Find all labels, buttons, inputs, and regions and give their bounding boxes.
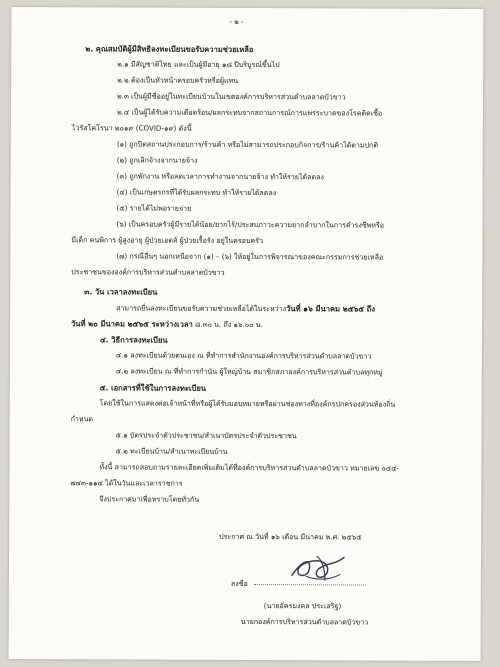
announcement-date: ประกาศ ณ วันที่ ๑๖ เดือน มีนาคม พ.ศ. ๒๕๖๕	[219, 531, 362, 542]
section-4-item-1: ๔.๑ ลงทะเบียนด้วยตนเอง ณ ที่ทำการสำนักงานองค์การบริหารส่วนตำบลลาดบัวขาว	[115, 350, 372, 361]
sign-label: ลงชื่อ	[230, 578, 248, 589]
section-5-title: ๕. เอกสารที่ใช้ในการลงทะเบียน	[99, 383, 207, 393]
signature-image	[287, 546, 352, 586]
section-2-subitem-3: (๓) ถูกพักงาน หรือลดเวลาการทำงานจากนายจ้าง ทำให้รายได้ลดลง	[116, 171, 324, 182]
section-5-item-2: ๕.๒ ทะเบียนบ้าน/สำเนาทะเบียนบ้าน	[115, 446, 228, 456]
section-5-intro: โดยใช้ในการแสดงต่อเจ้าหน้าที่หรือผู้ได้รับมอบหมายหรือผ่านช่องทางที่องค์กรปกครองส่วนท้องถิ่น	[99, 398, 396, 409]
section-5-intro-cont: กำหนด	[70, 414, 94, 424]
signer-name: (นายอัครมงคล ประเสริฐ)	[263, 601, 342, 611]
section-2-subitem-2: (๒) ถูกเลิกจ้างจากนายจ้าง	[116, 155, 198, 165]
section-2-subitem-1: (๑) ถูกปิดสถานประกอบการ/ร้านค้า หรือไม่สามารถประกอบกิจการ/ร้านค้าได้ตามปกติ	[116, 139, 378, 150]
registration-period-text: สามารถยื่นลงทะเบียนขอรับความช่วยเหลือได้ในระหว่าง	[116, 303, 287, 314]
contact-line-2: ๗๔๓-๑๑๔ ได้ในวันและเวลาราชการ	[70, 478, 183, 488]
section-2-subitem-6-cont: มีเด็ก คนพิการ ผู้สูงอายุ ผู้ป่วยเอดส์ ผู้ป่วยเรื้อรัง อยู่ในครอบครัว	[71, 235, 263, 246]
covid-line: ไวรัสโคโรนา ๒๐๑๙ (COVID-๑๙) ดังนี้	[71, 123, 192, 133]
section-4-item-2: ๔.๒ ลงทะเบียน ณ ที่ทำการกำนัน ผู้ใหญ่บ้าน สมาชิกสภาองค์การบริหารส่วนตำบลทุกหมู่	[115, 366, 383, 377]
section-2-item-1: ๒.๑ มีสัญชาติไทย และเป็นผู้มีอายุ ๑๘ ปีบริบูรณ์ขึ้นไป	[117, 59, 280, 70]
registration-date-start: วันที่ ๑๖ มีนาคม ๒๕๖๕ ถึง	[286, 304, 376, 314]
page-number: - ๒ -	[229, 16, 244, 26]
section-2-title: ๒. คุณสมบัติผู้มีสิทธิลงทะเบียนขอรับความช่วยเหลือ	[85, 44, 254, 55]
section-2-item-4: ๒.๔ เป็นผู้ได้รับความเดือดร้อน/ผลกระทบจากสถานการณ์การแพร่ระบาดของโรคติดเชื้อ	[116, 107, 383, 118]
contact-line-1: ทั้งนี้ สามารถสอบถามรายละเอียดเพิ่มเติมได้ที่องค์การบริหารส่วนตำบลลาดบัวขาว หมายเลข ๐๔๔-	[99, 462, 400, 473]
section-2-subitem-4: (๔) เป็นเกษตรกรที่ได้รับผลกระทบ ทำให้รายได้ลดลง	[116, 187, 277, 198]
section-4-title: ๔. วิธีการลงทะเบียน	[99, 335, 168, 345]
section-2-subitem-7: (๗) กรณีอื่นๆ นอกเหนือจาก (๑) – (๖) ให้อยู่ในการพิจารณาของคณะกรรมการช่วยเหลือ	[116, 251, 384, 262]
section-2-subitem-5: (๕) รายได้ไม่พอรายจ่าย	[116, 203, 192, 213]
registration-date-end: วันที่ ๒๐ มีนาคม ๒๕๖๕ ระหว่างเวลา	[71, 319, 193, 329]
section-3-title: ๓. วัน เวลาลงทะเบียน	[84, 287, 158, 297]
section-2-subitem-7-cont: ประชาชนขององค์การบริหารส่วนตำบลลาดบัวขาว	[71, 267, 225, 277]
section-5-item-1: ๕.๑ บัตรประจำตัวประชาชน/สำเนาบัตรประจำตัวประชาชน	[115, 430, 297, 441]
section-2-item-2: ๒.๒ ต้องเป็นหัวหน้าครอบครัวหรือผู้แทน	[117, 75, 239, 85]
section-3-line-1	[116, 303, 375, 314]
closing-line: จึงประกาศมาเพื่อทราบโดยทั่วกัน	[99, 494, 200, 504]
signer-title: นายกองค์การบริหารส่วนตำบลลาดบัวขาว	[240, 616, 369, 627]
section-3-line-2	[71, 319, 263, 329]
section-2-item-3: ๒.๓ เป็นผู้มีชื่ออยู่ในทะเบียนบ้านในเขตองค์การบริหารส่วนตำบลลาดบัวขาว	[117, 91, 346, 102]
registration-time: ๘.๓๐ น. ถึง ๑๖.๐๐ น.	[192, 319, 263, 330]
section-2-subitem-6: (๖) เป็นครอบครัวผู้มีรายได้น้อย/ยากไร้/ประสบภาวะความยากลำบากในการดำรงชีพหรือ	[116, 219, 385, 230]
document-page	[9, 7, 484, 661]
